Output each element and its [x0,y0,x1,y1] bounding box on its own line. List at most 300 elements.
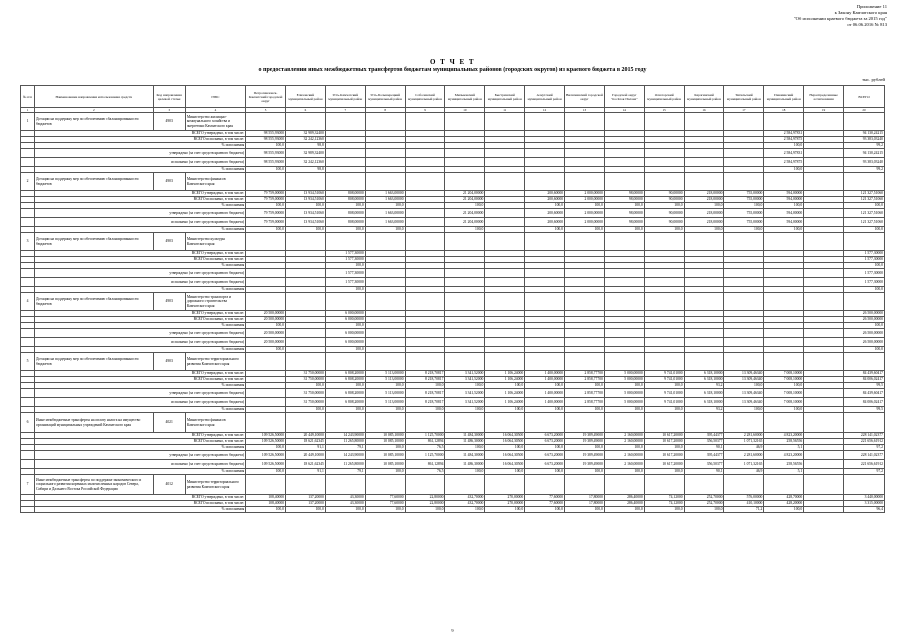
empty-cell [325,413,365,433]
value-cell: 1 106,24000 [485,371,525,377]
empty-cell [246,413,286,433]
value-cell: 2 584,97831 [764,149,804,158]
section-name: Иные межбюджетные трансферты на оплату налога на имущество организаций муниципальных учреждений Камчатского края [35,413,154,433]
value-cell: 31 750,00000 [286,389,326,398]
value-cell: 100,0 [246,445,286,451]
empty-cell [405,413,445,433]
value-cell: 100,0 [365,227,405,233]
value-cell: 84 006,02417 [844,377,885,383]
empty-cell [246,113,286,131]
empty-cell [644,353,684,371]
row-label: утверждено (за счет средств краевого бюджета) [35,329,246,338]
empty-cell [644,475,684,495]
empty-cell [325,233,365,251]
value-cell [485,329,525,338]
empty-cell [604,293,644,311]
value-cell: 6 673,20000 [525,439,565,445]
value-cell: 108,40000 [246,501,286,507]
value-cell [405,329,445,338]
empty-cell [804,475,844,495]
value-cell: 18 621,62345 [286,460,326,469]
empty-cell [804,293,844,311]
empty-cell [764,293,804,311]
report-title: О Т Ч Е Т [429,58,476,66]
value-cell: 100,0 [405,407,445,413]
value-cell: 10 085,10000 [365,460,405,469]
value-cell: 79 759,00000 [246,209,286,218]
value-cell: 100,0 [286,203,326,209]
value-cell: 6 808,20000 [325,398,365,407]
empty-cell [844,353,885,371]
value-cell: 98 555,93000 [246,137,286,143]
value-cell [804,218,844,227]
value-cell [525,158,565,167]
column-index: 9 [405,108,445,113]
data-row [21,329,885,338]
value-cell: 100,0 [325,203,365,209]
value-cell: 100,0 [325,407,365,413]
empty-cell [485,353,525,371]
value-cell: 121 327,51060 [844,209,885,218]
value-cell: 2 000,00000 [565,191,605,197]
value-cell: 94 130,24215 [844,131,885,137]
value-cell: 6 318,10000 [684,377,724,383]
value-cell: 109 526,50000 [246,433,286,439]
value-cell: 98 555,93000 [246,131,286,137]
value-cell [684,158,724,167]
data-row [21,269,885,278]
value-cell: 10 617,20000 [644,451,684,460]
value-cell: 98,8 [286,143,326,149]
data-row [21,460,885,469]
value-cell: 100,0 [684,227,724,233]
value-cell: 100,0 [325,227,365,233]
value-cell: 410,10000 [724,501,764,507]
empty-cell [485,293,525,311]
report-table [20,85,885,513]
row-label: исполнено (за счет средств краевого бюджета) [35,460,246,469]
row-number: 5 [21,353,35,371]
value-cell: 10 617,20000 [644,439,684,445]
value-cell [246,278,286,287]
value-cell: 100,0 [844,287,885,293]
value-cell: 6 000,00000 [325,338,365,347]
empty-cell [365,475,405,495]
column-header: Карагинский муниципальный район [684,86,724,108]
row-label: ВСЕГО утверждено, в том числе: [35,311,246,317]
column-header: Код направления целевой статьи [153,86,185,108]
section-header-row [21,113,885,131]
value-cell: 31 750,00000 [286,398,326,407]
value-cell: 98,00000 [604,209,644,218]
empty-cell [525,353,565,371]
value-cell: 2 858,77700 [565,389,605,398]
value-cell: 5 113,00000 [365,377,405,383]
value-cell: 356,50377 [684,439,724,445]
value-cell: 100,0 [525,227,565,233]
value-cell: 84 439,60417 [844,371,885,377]
value-cell: 11 265,80000 [325,460,365,469]
value-cell: 21 204,00000 [445,197,485,203]
value-cell [644,149,684,158]
value-cell: 2 160,00000 [604,460,644,469]
value-cell: 1 400,00000 [525,398,565,407]
value-cell: 18 621,62345 [286,439,326,445]
value-cell: 10 085,10000 [365,451,405,460]
value-cell: 46,9 [724,469,764,475]
value-cell [365,338,405,347]
value-cell: 5 000,00000 [604,389,644,398]
value-cell: 2 281,60000 [724,451,764,460]
value-cell: 17,80000 [565,495,605,501]
row-label: % исполнения [35,203,246,209]
value-cell: 99,2 [844,167,885,173]
value-cell: 258,56556 [764,439,804,445]
row-label: ВСЕГО исполнено, в том числе: [35,439,246,445]
value-cell [604,269,644,278]
value-cell [804,460,844,469]
value-cell: 286,40000 [604,495,644,501]
column-index: 1 [21,108,35,113]
column-header: Олюторский муниципальный район [644,86,684,108]
value-cell: 98,00000 [604,218,644,227]
value-cell [485,209,525,218]
value-cell: 100,0 [724,407,764,413]
value-cell: 100,0 [684,203,724,209]
value-cell: 100,0 [325,323,365,329]
value-cell: 755,00000 [724,209,764,218]
value-cell: 77,60000 [525,501,565,507]
value-cell: 594,00000 [764,218,804,227]
value-cell: 100,0 [365,407,405,413]
value-cell: 108,40000 [246,495,286,501]
column-index: 18 [764,108,804,113]
value-cell: 6 808,20000 [325,377,365,383]
column-header: Соболевский муниципальный район [405,86,445,108]
page-number: 9 [451,628,454,633]
empty-cell [246,293,286,311]
value-cell: 90,1 [684,445,724,451]
value-cell: 100,0 [565,469,605,475]
empty-cell [21,389,35,398]
empty-cell [445,173,485,191]
value-cell: 218,00000 [684,197,724,203]
value-cell [286,269,326,278]
value-cell: 6 318,10000 [684,371,724,377]
row-label: % исполнения [35,227,246,233]
empty-cell [405,293,445,311]
value-cell [565,149,605,158]
value-cell: 252,70000 [684,501,724,507]
data-row [21,209,885,218]
value-cell: 9 741,01000 [644,389,684,398]
empty-cell [804,113,844,131]
section-header-row [21,233,885,251]
value-cell: 100,0 [644,469,684,475]
value-cell: 99,5 [844,407,885,413]
value-cell: 100,0 [365,469,405,475]
value-cell: 100,0 [445,469,485,475]
value-cell: 100,0 [844,263,885,269]
value-cell [724,149,764,158]
column-header: Нераспределенные ассигнования [804,86,844,108]
empty-cell [565,475,605,495]
empty-cell [525,173,565,191]
value-cell: 91,1 [286,469,326,475]
row-label: ВСЕГО утверждено, в том числе: [35,251,246,257]
section-name: Дотации на поддержку мер по обеспечению сбалансированности бюджетов [35,353,154,371]
value-cell: 19 389,49000 [565,460,605,469]
value-cell: 1 400,00000 [525,389,565,398]
value-cell: 218,00000 [684,191,724,197]
value-cell: 100,0 [325,347,365,353]
value-cell: 1 400,00000 [525,377,565,383]
value-cell [286,329,326,338]
value-cell: 100,0 [525,407,565,413]
value-cell [604,158,644,167]
value-cell: 100,0 [445,383,485,389]
value-cell: 4 823,20000 [764,433,804,439]
empty-cell [684,293,724,311]
empty-cell [246,353,286,371]
value-cell: 4 823,20000 [764,451,804,460]
value-cell [445,278,485,287]
value-cell: 808,00000 [325,218,365,227]
value-cell [485,149,525,158]
value-cell: 90,00000 [644,209,684,218]
value-cell [804,338,844,347]
value-cell: 10 617,20000 [644,433,684,439]
appendix-line: к Закону Камчатского края [834,10,887,15]
empty-cell [844,413,885,433]
section-grbs: Министерство финансов Камчатского края [185,413,245,433]
value-cell: 100,0 [604,507,644,513]
value-cell: 32 242,12360 [286,158,326,167]
column-header: Пенжинский муниципальный район [764,86,804,108]
value-cell: 100,0 [644,227,684,233]
value-cell [724,278,764,287]
value-cell: 93,2 [684,407,724,413]
empty-cell [286,113,326,131]
value-cell: 99,2 [844,143,885,149]
value-cell: 8 218,70817 [405,377,445,383]
data-row [21,389,885,398]
value-cell: 100,0 [246,323,286,329]
column-header: Усть-Большерецкий муниципальный район [365,86,405,108]
row-label: % исполнения [35,407,246,413]
value-cell: 1 577,30000 [844,278,885,287]
value-cell: 14 243,90000 [325,433,365,439]
value-cell: 121 327,51060 [844,218,885,227]
section-grbs: Министерство жилищно-коммунального хозяйства и энергетики Камчатского края [185,113,245,131]
value-cell [445,269,485,278]
value-cell: 755,00000 [724,218,764,227]
value-cell [246,389,286,398]
value-cell [405,158,445,167]
appendix-line: Приложение 11 [856,4,887,9]
row-label: % исполнения [35,445,246,451]
value-cell: 19 389,49000 [565,439,605,445]
empty-cell [286,293,326,311]
empty-cell [565,173,605,191]
column-header: Петропавловск-Камчатский городской округ [246,86,286,108]
value-cell: 17,80000 [565,501,605,507]
empty-cell [525,475,565,495]
value-cell [246,269,286,278]
value-cell: 2 160,00000 [604,451,644,460]
empty-cell [485,413,525,433]
value-cell [445,158,485,167]
value-cell [804,158,844,167]
value-cell: 100,0 [844,203,885,209]
value-cell: 100,0 [485,407,525,413]
column-index: 7 [325,108,365,113]
column-header: Тигильский муниципальный район [724,86,764,108]
empty-cell [764,413,804,433]
value-cell: 100,0 [565,383,605,389]
value-cell: 98 555,93000 [246,158,286,167]
column-header: ВСЕГО [844,86,885,108]
value-cell: 1 577,30000 [844,269,885,278]
value-cell: 2 584,97875 [764,158,804,167]
value-cell [764,329,804,338]
value-cell: 5 113,00000 [365,371,405,377]
row-label: утверждено (за счет средств краевого бюджета) [35,269,246,278]
value-cell: 3 341,52000 [445,371,485,377]
empty-cell [644,413,684,433]
value-cell: 2 000,00000 [565,209,605,218]
value-cell: 356,50377 [684,460,724,469]
empty-cell [445,413,485,433]
value-cell: 5,1 [764,445,804,451]
value-cell: 808,00000 [325,191,365,197]
row-number: 6 [21,413,35,433]
value-cell: 2 584,97875 [764,137,804,143]
empty-cell [565,353,605,371]
value-cell [485,278,525,287]
value-cell: 6 808,20000 [325,371,365,377]
value-cell: 100,0 [286,383,326,389]
empty-cell [684,413,724,433]
value-cell: 100,0 [724,383,764,389]
value-cell: 76,5 [405,469,445,475]
value-cell: 252,70000 [684,495,724,501]
value-cell: 121 327,51060 [844,191,885,197]
value-cell: 100,0 [485,445,525,451]
empty-cell [445,353,485,371]
value-cell: 3 341,52000 [445,377,485,383]
value-cell [365,278,405,287]
value-cell: 861,12894 [405,439,445,445]
empty-cell [365,413,405,433]
section-code: 4903 [153,173,185,191]
value-cell: 1 106,24000 [485,398,525,407]
value-cell: 109 526,50000 [246,451,286,460]
empty-cell [286,413,326,433]
value-cell: 96,4 [844,507,885,513]
column-index: 12 [525,108,565,113]
value-cell [804,389,844,398]
value-cell: 1 577,30000 [325,278,365,287]
value-cell: 428,70000 [764,495,804,501]
value-cell [565,329,605,338]
value-cell: 100,0 [764,507,804,513]
row-label: исполнено (за счет средств краевого бюджета) [35,158,246,167]
value-cell: 861,12894 [405,460,445,469]
section-code: 4012 [153,475,185,495]
value-cell: 9 741,01000 [644,371,684,377]
empty-cell [325,173,365,191]
value-cell: 32 989,32400 [286,149,326,158]
appendix-line: от 06.06.2016 № 813 [847,22,887,27]
empty-cell [286,475,326,495]
section-header-row [21,293,885,311]
value-cell: 1 577,30000 [325,269,365,278]
value-cell [525,338,565,347]
value-cell: 258,56556 [764,460,804,469]
value-cell: 6 673,20000 [525,460,565,469]
empty-cell [844,475,885,495]
value-cell: 100,0 [724,203,764,209]
value-cell [724,329,764,338]
value-cell: 46,9 [724,445,764,451]
value-cell: 200,60000 [525,191,565,197]
value-cell: 100,0 [485,507,525,513]
value-cell: 1 577,30000 [325,251,365,257]
column-index: 17 [724,108,764,113]
value-cell: 20 449,10000 [286,451,326,460]
empty-cell [445,293,485,311]
value-cell [525,149,565,158]
empty-cell [764,475,804,495]
value-cell [485,338,525,347]
value-cell: 98 555,93000 [246,149,286,158]
empty-cell [684,113,724,131]
value-cell [804,269,844,278]
value-cell: 270,00000 [485,501,525,507]
value-cell: 808,00000 [325,209,365,218]
value-cell: 1 663,00000 [365,209,405,218]
section-header-row [21,413,885,433]
section-grbs: Министерство транспорта и дорожного строительства Камчатского края [185,293,245,311]
value-cell: 1 577,30000 [844,257,885,263]
value-cell: 5 000,00000 [604,371,644,377]
value-cell: 100,0 [525,507,565,513]
row-label: % исполнения [35,287,246,293]
value-cell [365,158,405,167]
value-cell: 100,0 [565,407,605,413]
value-cell: 9 741,01000 [644,377,684,383]
value-cell: 100,0 [485,383,525,389]
value-cell: 20 500,00000 [246,317,286,323]
value-cell: 594,00000 [764,197,804,203]
value-cell: 100,0 [764,203,804,209]
value-cell [804,149,844,158]
unit-label: тыс. рублей [862,77,885,82]
value-cell [405,338,445,347]
value-cell: 100,0 [844,347,885,353]
row-label: % исполнения [35,263,246,269]
value-cell: 9 741,01000 [644,398,684,407]
value-cell: 228 141,02377 [844,451,885,460]
value-cell: 428,20000 [764,501,804,507]
value-cell: 6 000,00000 [325,311,365,317]
value-cell: 100,0 [365,507,405,513]
row-label: % исполнения [35,469,246,475]
value-cell: 395,44377 [684,433,724,439]
value-cell: 6 673,20000 [525,433,565,439]
section-grbs: Министерство территориального развития Камчатского края [185,353,245,371]
